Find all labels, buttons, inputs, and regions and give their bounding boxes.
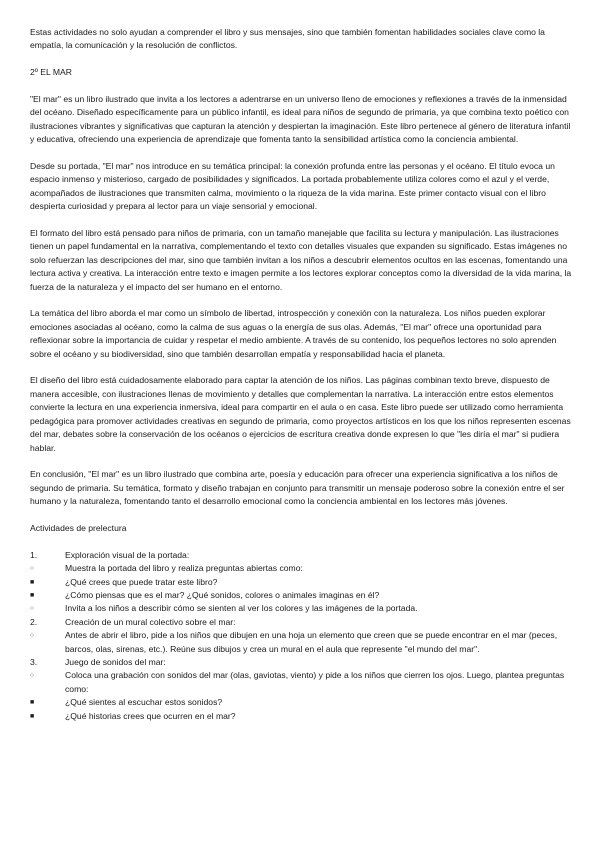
list-marker: ○ xyxy=(30,672,34,680)
list-marker: 1. xyxy=(30,549,38,560)
list-item xyxy=(30,710,572,723)
list-marker: ■ xyxy=(30,712,35,720)
list-item xyxy=(30,589,572,602)
paragraph-3: El formato del libro está pensado para niños de primaria, con un tamaño manejable que facilita su lectura y manipulación. Las ilustraciones tienen un papel fundamental en la narrativa, complementando el texto con detalles visuales que expanden su significado. Estas imágenes no solo refuerzan las descripciones del mar, sino que también invitan a los niños a descubrir elementos ocultos en las escenas, fomentando una lectura activa y creativa. La interacción entre texto e imagen permite a los lectores explorar conceptos como la diversidad de la vida marina, la fuerza de la naturaleza y el impacto del ser humano en el entorno. xyxy=(30,228,572,292)
list-item-text: ¿Qué crees que puede tratar este libro? xyxy=(65,576,218,587)
list-item-text: ¿Qué historias crees que ocurren en el mar? xyxy=(65,710,236,721)
list-item-text: ¿Cómo piensas que es el mar? ¿Qué sonidos, colores o animales imaginas en él? xyxy=(65,589,380,600)
list-item-text: Invita a los niños a describir cómo se sienten al ver los colores y las imágenes de la portada. xyxy=(65,603,418,614)
list-marker: ■ xyxy=(30,578,35,586)
activities-subheading: Actividades de prelectura xyxy=(30,522,127,533)
list-item-text: Exploración visual de la portada: xyxy=(65,549,190,560)
list-item xyxy=(30,696,572,709)
list-item xyxy=(30,629,572,656)
list-item xyxy=(30,602,572,615)
section-heading: 2º EL MAR xyxy=(30,67,72,78)
list-item xyxy=(30,616,572,629)
list-item xyxy=(30,549,572,562)
list-item-text: Creación de un mural colectivo sobre el mar: xyxy=(65,616,236,627)
list-marker: ■ xyxy=(30,699,35,707)
paragraph-6: En conclusión, "El mar" es un libro ilustrado que combina arte, poesía y educación para ofrecer una experiencia significativa a los niños de segundo de primaria. Su temática, formato y diseño trabajan en conjunto para transmitir un mensaje poderoso sobre la conexión entre el ser humano y la naturaleza, fomentando tanto el desarrollo emocional como la conciencia ambiental en los lectores más jóvenes. xyxy=(30,469,565,507)
list-item-text: Antes de abrir el libro, pide a los niños que dibujen en una hoja un elemento que creen que se puede encontrar en el mar (peces, barcos, olas, sirenas, etc.). Reúne sus dibujos y crea un mural en el aula que represente "el mundo del mar". xyxy=(65,630,558,654)
list-item-text: Muestra la portada del libro y realiza preguntas abiertas como: xyxy=(65,563,303,574)
list-item xyxy=(30,669,572,696)
list-marker: ■ xyxy=(30,591,35,599)
list-marker: ○ xyxy=(30,605,34,613)
list-marker: 3. xyxy=(30,656,38,667)
list-item xyxy=(30,562,572,575)
list-marker: ○ xyxy=(30,632,34,640)
paragraph-1: "El mar" es un libro ilustrado que invita a los lectores a adentrarse en un universo lleno de emociones y reflexiones a través de la inmensidad del océano. Diseñado específicamente para un público infantil, es ideal para niños de segundo de primaria, ya que combina texto poético con ilustraciones vibrantes y significativas que capturan la atención y despiertan la imaginación. Este libro pertenece al género de literatura infantil y educativa, ofreciendo una experiencia de aprendizaje que fomenta tanto la sensibilidad artística como la conciencia ambiental. xyxy=(30,94,571,145)
paragraph-2: Desde su portada, "El mar" nos introduce en su temática principal: la conexión profunda entre las personas y el océano. El título evoca un espacio inmenso y misterioso, cargado de posibilidades y significados. La portada probablemente utiliza colores como el azul y el verde, acompañados de ilustraciones que transmiten calma, movimiento o la riqueza de la vida marina. Este primer contacto visual con el libro despierta curiosidad y prepara al lector para un viaje sensorial y emocional. xyxy=(30,161,555,212)
list-marker: ○ xyxy=(30,565,34,573)
list-item xyxy=(30,656,572,669)
list-item xyxy=(30,576,572,589)
paragraph-4: La temática del libro aborda el mar como un símbolo de libertad, introspección y conexión con la naturaleza. Los niños pueden explorar emociones asociadas al océano, como la calma de sus aguas o la energía de sus olas. Además, "El mar" ofrece una oportunidad para reflexionar sobre la importancia de cuidar y respetar el medio ambiente. A través de su contenido, los pequeños lectores no solo aprenden sobre el océano y su biodiversidad, sino que también desarrollan empatía y responsabilidad hacia el planeta. xyxy=(30,308,557,359)
list-marker: 2. xyxy=(30,616,38,627)
paragraph-5: El diseño del libro está cuidadosamente elaborado para captar la atención de los niños. Las páginas combinan texto breve, dispuesto de manera accesible, con ilustraciones llenas de movimiento y detalles que complementan la narrativa. La interacción entre estos elementos convierte la lectura en una experiencia inmersiva, ideal para compartir en el aula o en casa. Este libro puede ser utilizado como herramienta pedagógica para promover actividades creativas en segundo de primaria, como proyectos artísticos en los que los niños representen escenas del mar, debates sobre la conservación de los océanos o ejercicios de escritura creativa donde expresen lo que "les diría el mar" si pudiera hablar. xyxy=(30,375,571,453)
activities-list xyxy=(30,549,572,723)
list-item-text: Coloca una grabación con sonidos del mar (olas, gaviotas, viento) y pide a los niños que cierren los ojos. Luego, plantea preguntas como: xyxy=(65,670,565,694)
list-item-text: ¿Qué sientes al escuchar estos sonidos? xyxy=(65,697,223,708)
intro-paragraph: Estas actividades no solo ayudan a comprender el libro y sus mensajes, sino que también fomentan habilidades sociales clave como la empatía, la comunicación y la resolución de conflictos. xyxy=(30,27,545,51)
list-item-text: Juego de sonidos del mar: xyxy=(65,656,166,667)
document-page xyxy=(30,26,572,723)
